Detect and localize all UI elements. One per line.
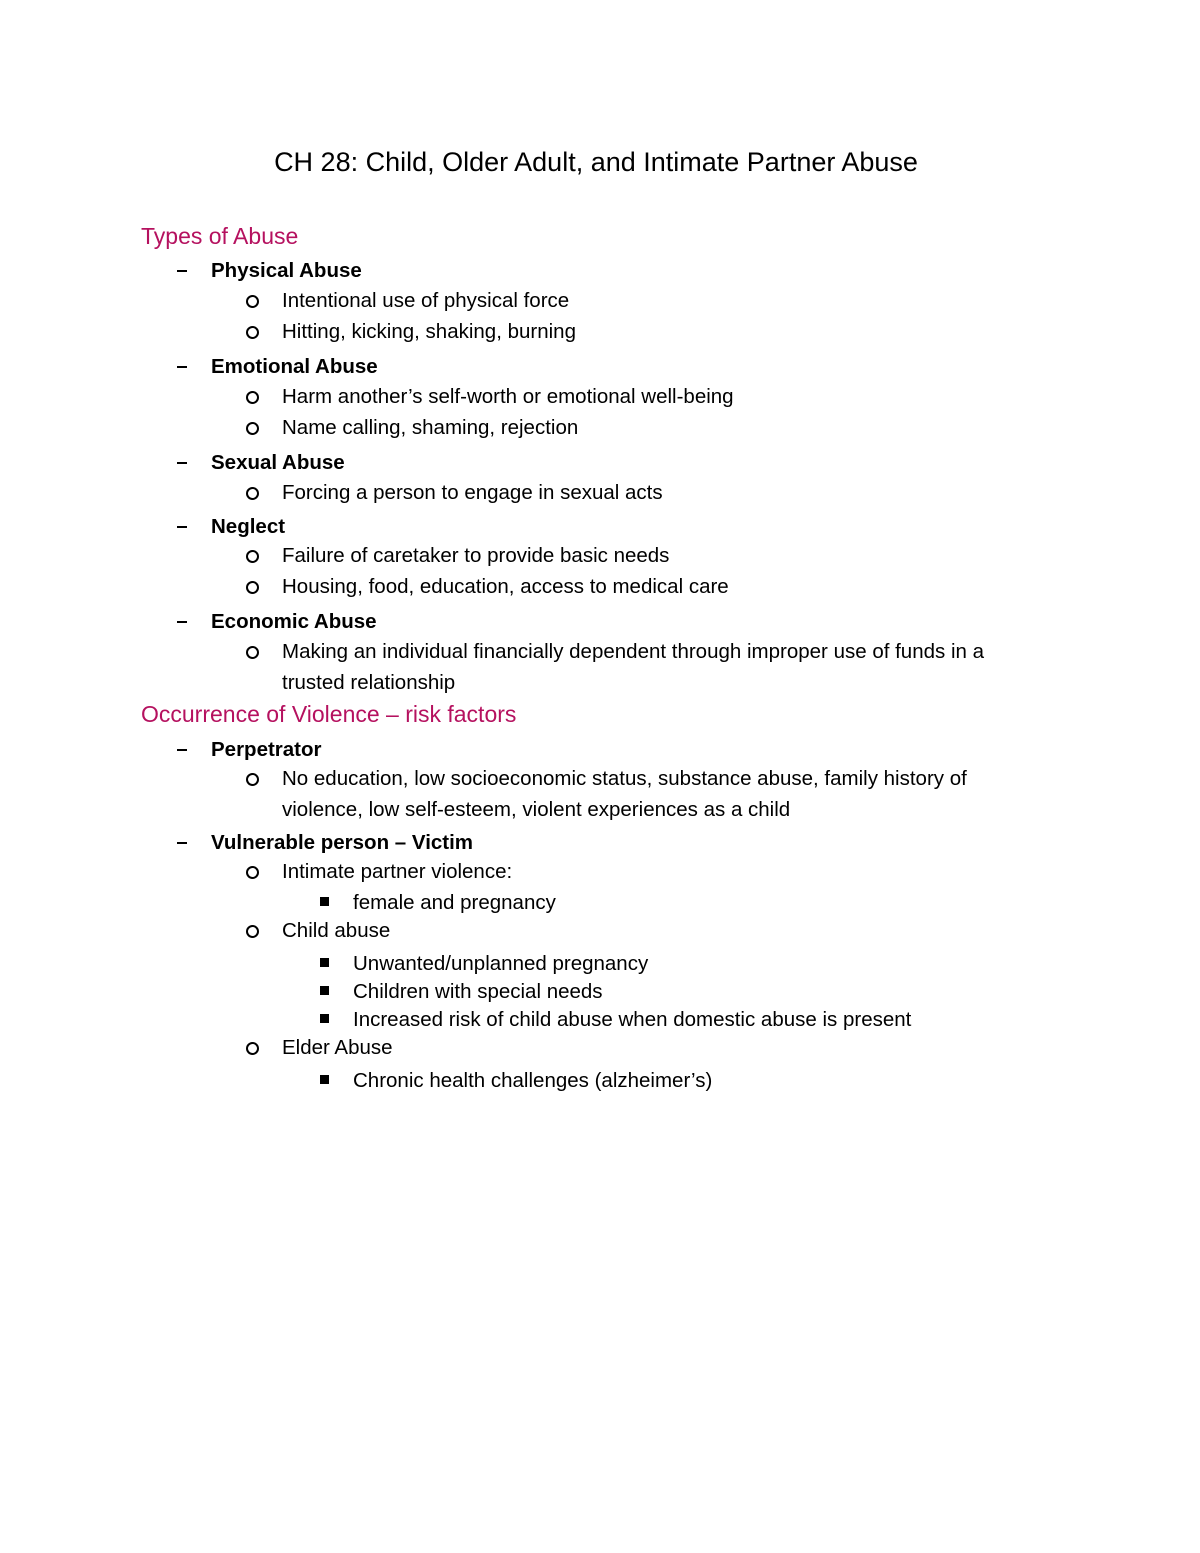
list-subsubitem: Chronic health challenges (alzheimer’s) xyxy=(353,1067,712,1095)
list-subitem: Hitting, kicking, shaking, burning xyxy=(282,318,576,346)
list-subitem: Intentional use of physical force xyxy=(282,287,569,315)
circle-bullet-icon xyxy=(246,581,259,594)
dash-bullet-icon xyxy=(177,749,187,751)
circle-bullet-icon xyxy=(246,925,259,938)
list-subitem: Failure of caretaker to provide basic needs xyxy=(282,542,669,570)
list-subitem: Intimate partner violence: xyxy=(282,858,512,886)
circle-bullet-icon xyxy=(246,326,259,339)
list-subitem: Child abuse xyxy=(282,917,390,945)
circle-bullet-icon xyxy=(246,295,259,308)
circle-bullet-icon xyxy=(246,487,259,500)
circle-bullet-icon xyxy=(246,866,259,879)
circle-bullet-icon xyxy=(246,550,259,563)
list-subitem-continuation: violence, low self-esteem, violent experiences as a child xyxy=(282,798,791,821)
list-subitem: Name calling, shaming, rejection xyxy=(282,414,578,442)
dash-bullet-icon xyxy=(177,270,187,272)
square-bullet-icon xyxy=(320,986,329,995)
circle-bullet-icon xyxy=(246,773,259,786)
circle-bullet-icon xyxy=(246,391,259,404)
list-item-physical-abuse: Physical Abuse xyxy=(211,257,362,285)
list-item-economic-abuse: Economic Abuse xyxy=(211,608,377,636)
dash-bullet-icon xyxy=(177,621,187,623)
section-heading-occurrence-of-violence: Occurrence of Violence – risk factors xyxy=(141,701,517,727)
list-subitem-continuation: trusted relationship xyxy=(282,671,456,694)
document-title: CH 28: Child, Older Adult, and Intimate Partner Abuse xyxy=(274,147,918,177)
list-item-vulnerable-person: Vulnerable person – Victim xyxy=(211,829,473,857)
circle-bullet-icon xyxy=(246,1042,259,1055)
list-item-sexual-abuse: Sexual Abuse xyxy=(211,449,345,477)
square-bullet-icon xyxy=(320,1014,329,1023)
list-subitem: No education, low socioeconomic status, substance abuse, family history of xyxy=(282,765,967,793)
list-subsubitem: Children with special needs xyxy=(353,978,603,1006)
dash-bullet-icon xyxy=(177,526,187,528)
list-subitem: Harm another’s self-worth or emotional well-being xyxy=(282,383,734,411)
dash-bullet-icon xyxy=(177,366,187,368)
list-subsubitem: Unwanted/unplanned pregnancy xyxy=(353,950,648,978)
dash-bullet-icon xyxy=(177,462,187,464)
list-subitem: Forcing a person to engage in sexual acts xyxy=(282,479,663,507)
dash-bullet-icon xyxy=(177,842,187,844)
list-item-perpetrator: Perpetrator xyxy=(211,736,322,764)
list-subitem: Housing, food, education, access to medical care xyxy=(282,573,729,601)
list-item-neglect: Neglect xyxy=(211,513,285,541)
list-subitem: Elder Abuse xyxy=(282,1034,393,1062)
list-subitem: Making an individual financially dependent through improper use of funds in a xyxy=(282,638,984,666)
list-item-emotional-abuse: Emotional Abuse xyxy=(211,353,378,381)
circle-bullet-icon xyxy=(246,422,259,435)
section-heading-types-of-abuse: Types of Abuse xyxy=(141,223,299,249)
list-subsubitem: Increased risk of child abuse when domestic abuse is present xyxy=(353,1006,911,1034)
square-bullet-icon xyxy=(320,958,329,967)
square-bullet-icon xyxy=(320,1075,329,1084)
circle-bullet-icon xyxy=(246,646,259,659)
list-subsubitem: female and pregnancy xyxy=(353,889,556,917)
square-bullet-icon xyxy=(320,897,329,906)
